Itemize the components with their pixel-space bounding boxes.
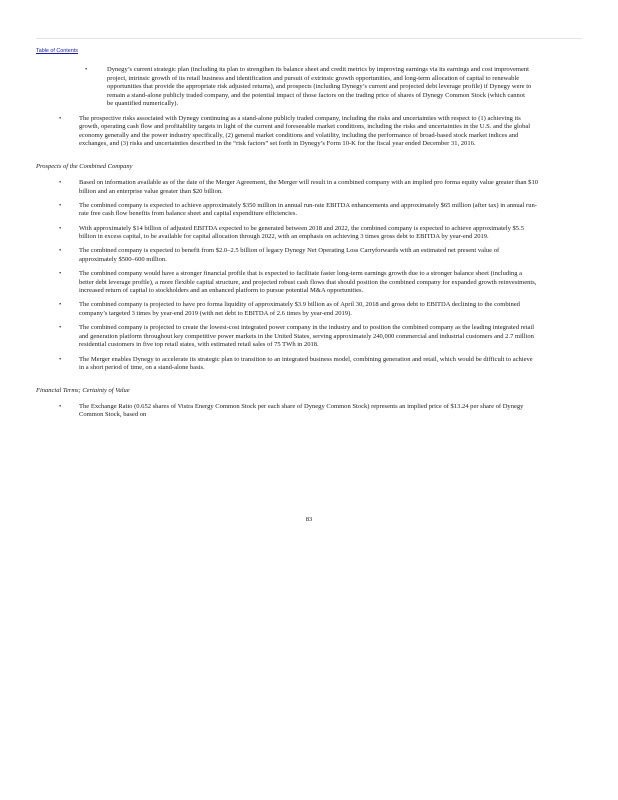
list-item: [0, 115, 618, 149]
list-item: [0, 225, 618, 242]
bullet-text: The combined company is projected to have pro forma liquidity of approximately $3.9 billion as of April 30, 2018 and gross debt to EBITDA declining to the combined company’s targeted 3 times by year-end 2019 (with net debt to EBITDA of 2.6 times by year-end 2019).: [79, 301, 520, 318]
bullet-icon: •: [59, 201, 62, 209]
bullet-text: The combined company is expected to benefit from $2.0–2.5 billion of legacy Dynegy Net Operating Loss Carryforwards with an estimated net present value of approximately $500–600 million.: [79, 247, 500, 263]
bullet-icon: •: [59, 224, 62, 232]
page-header-rule: [36, 38, 582, 39]
bullet-icon: •: [59, 247, 62, 255]
list-item: [0, 324, 618, 350]
list-item: [0, 403, 618, 420]
bullet-icon: •: [59, 270, 62, 278]
table-of-contents-link[interactable]: Table of Contents: [36, 48, 78, 54]
bullet-icon: •: [59, 324, 62, 332]
list-item: [0, 179, 618, 196]
list-item: [0, 301, 618, 318]
page-number: 83: [305, 516, 313, 523]
list-item: [0, 66, 618, 109]
bullet-text: With approximately $14 billion of adjusted EBITDA expected to be generated between 2018 and 2022, the combined company is expected to achieve approximately $5.5 billion in excess capital, to be available for capital allocation through 2022, with an emphasis on achieving 3 times gross debt to EBITDA by year-end 2019.: [79, 224, 524, 241]
list-item: [0, 247, 618, 264]
bullet-icon: •: [85, 66, 88, 73]
document-body: [0, 66, 618, 426]
list-item: [0, 202, 618, 219]
section-heading: Financial Terms; Certainty of Value: [36, 386, 130, 394]
bullet-text: The combined company is projected to create the lowest-cost integrated power company in the industry and to position the combined company as the leading integrated retail and generation platform throughout key competitive power markets in the United States, serving approximately 240,000 commercial and industrial customers and 2.7 million residential customers in five top retail states, with estimated retail sales of 75 TWh in 2018.: [79, 324, 535, 349]
bullet-icon: •: [59, 355, 62, 363]
bullet-icon: •: [59, 402, 62, 410]
bullet-icon: •: [59, 114, 62, 122]
bullet-text: The Exchange Ratio (0.652 shares of Vistra Energy Common Stock per each share of Dynegy Common Stock) represents an implied price of $13.24 per share of Dynegy Common Stock, based on: [79, 402, 524, 419]
list-item: [0, 270, 618, 296]
bullet-text: The Merger enables Dynegy to accelerate its strategic plan to transition to an integrated business model, combining generation and retail, which would be difficult to achieve in a short period of time, on a stand-alone basis.: [79, 355, 533, 372]
bullet-text: The prospective risks associated with Dynegy continuing as a stand-alone publicly traded company, including the risks and uncertainties with respect to (1) achieving its growth, operating cash flow and profitability targets in light of the current and foreseeable market conditions, including the risks and uncertainties in the U.S. and the global economy generally and the power industry specifically, (2) general market conditions and volatility, including the performance of broad-based stock market indices and exchanges, and (3) risks and uncertainties described in the “risk factors” set forth in Dynegy’s Form 10-K for the fiscal year ended December 31, 2016.: [79, 114, 531, 148]
bullet-text: Based on information available as of the date of the Merger Agreement, the Merger will result in a combined company with an implied pro forma equity value greater than $10 billion and an enterprise value greater than $20 billion.: [79, 178, 538, 195]
subbullet-text: Dynegy’s current strategic plan (including its plan to strengthen its balance sheet and credit metrics by improving earnings via its earnings and cost improvement project, intrinsic growth of its retail business and identification and pursuit of extrinsic growth opportunities, and long-term allocation of capital to renewable opportunities that provide the appropriate risk adjusted returns), and prospects (including Dynegy’s current and projected debt leverage profile) if Dynegy were to remain a stand-alone publicly traded company, and the potential impact of those factors on the trading price of shares of Dynegy Common Stock (which cannot be quantified numerically).: [107, 66, 532, 108]
list-item: [0, 356, 618, 373]
bullet-icon: •: [59, 301, 62, 309]
bullet-icon: •: [59, 178, 62, 186]
bullet-text: The combined company is expected to achieve approximately $350 million in annual run-rate EBITDA enhancements and approximately $65 million (after tax) in annual run-rate free cash flow benefits from balance sheet and capital expenditure efficiencies.: [79, 201, 537, 218]
section-heading: Prospects of the Combined Company: [36, 162, 133, 170]
bullet-text: The combined company would have a stronger financial profile that is expected to facilitate faster long-term earnings growth due to a stronger balance sheet (including a better debt leverage profile), a more flexible capital structure, and projected robust cash flows that should position the combined company for expanded growth reinvestments, increased return of capital to stockholders and an enhanced platform to pursue potential M&A opportunities.: [79, 270, 537, 295]
